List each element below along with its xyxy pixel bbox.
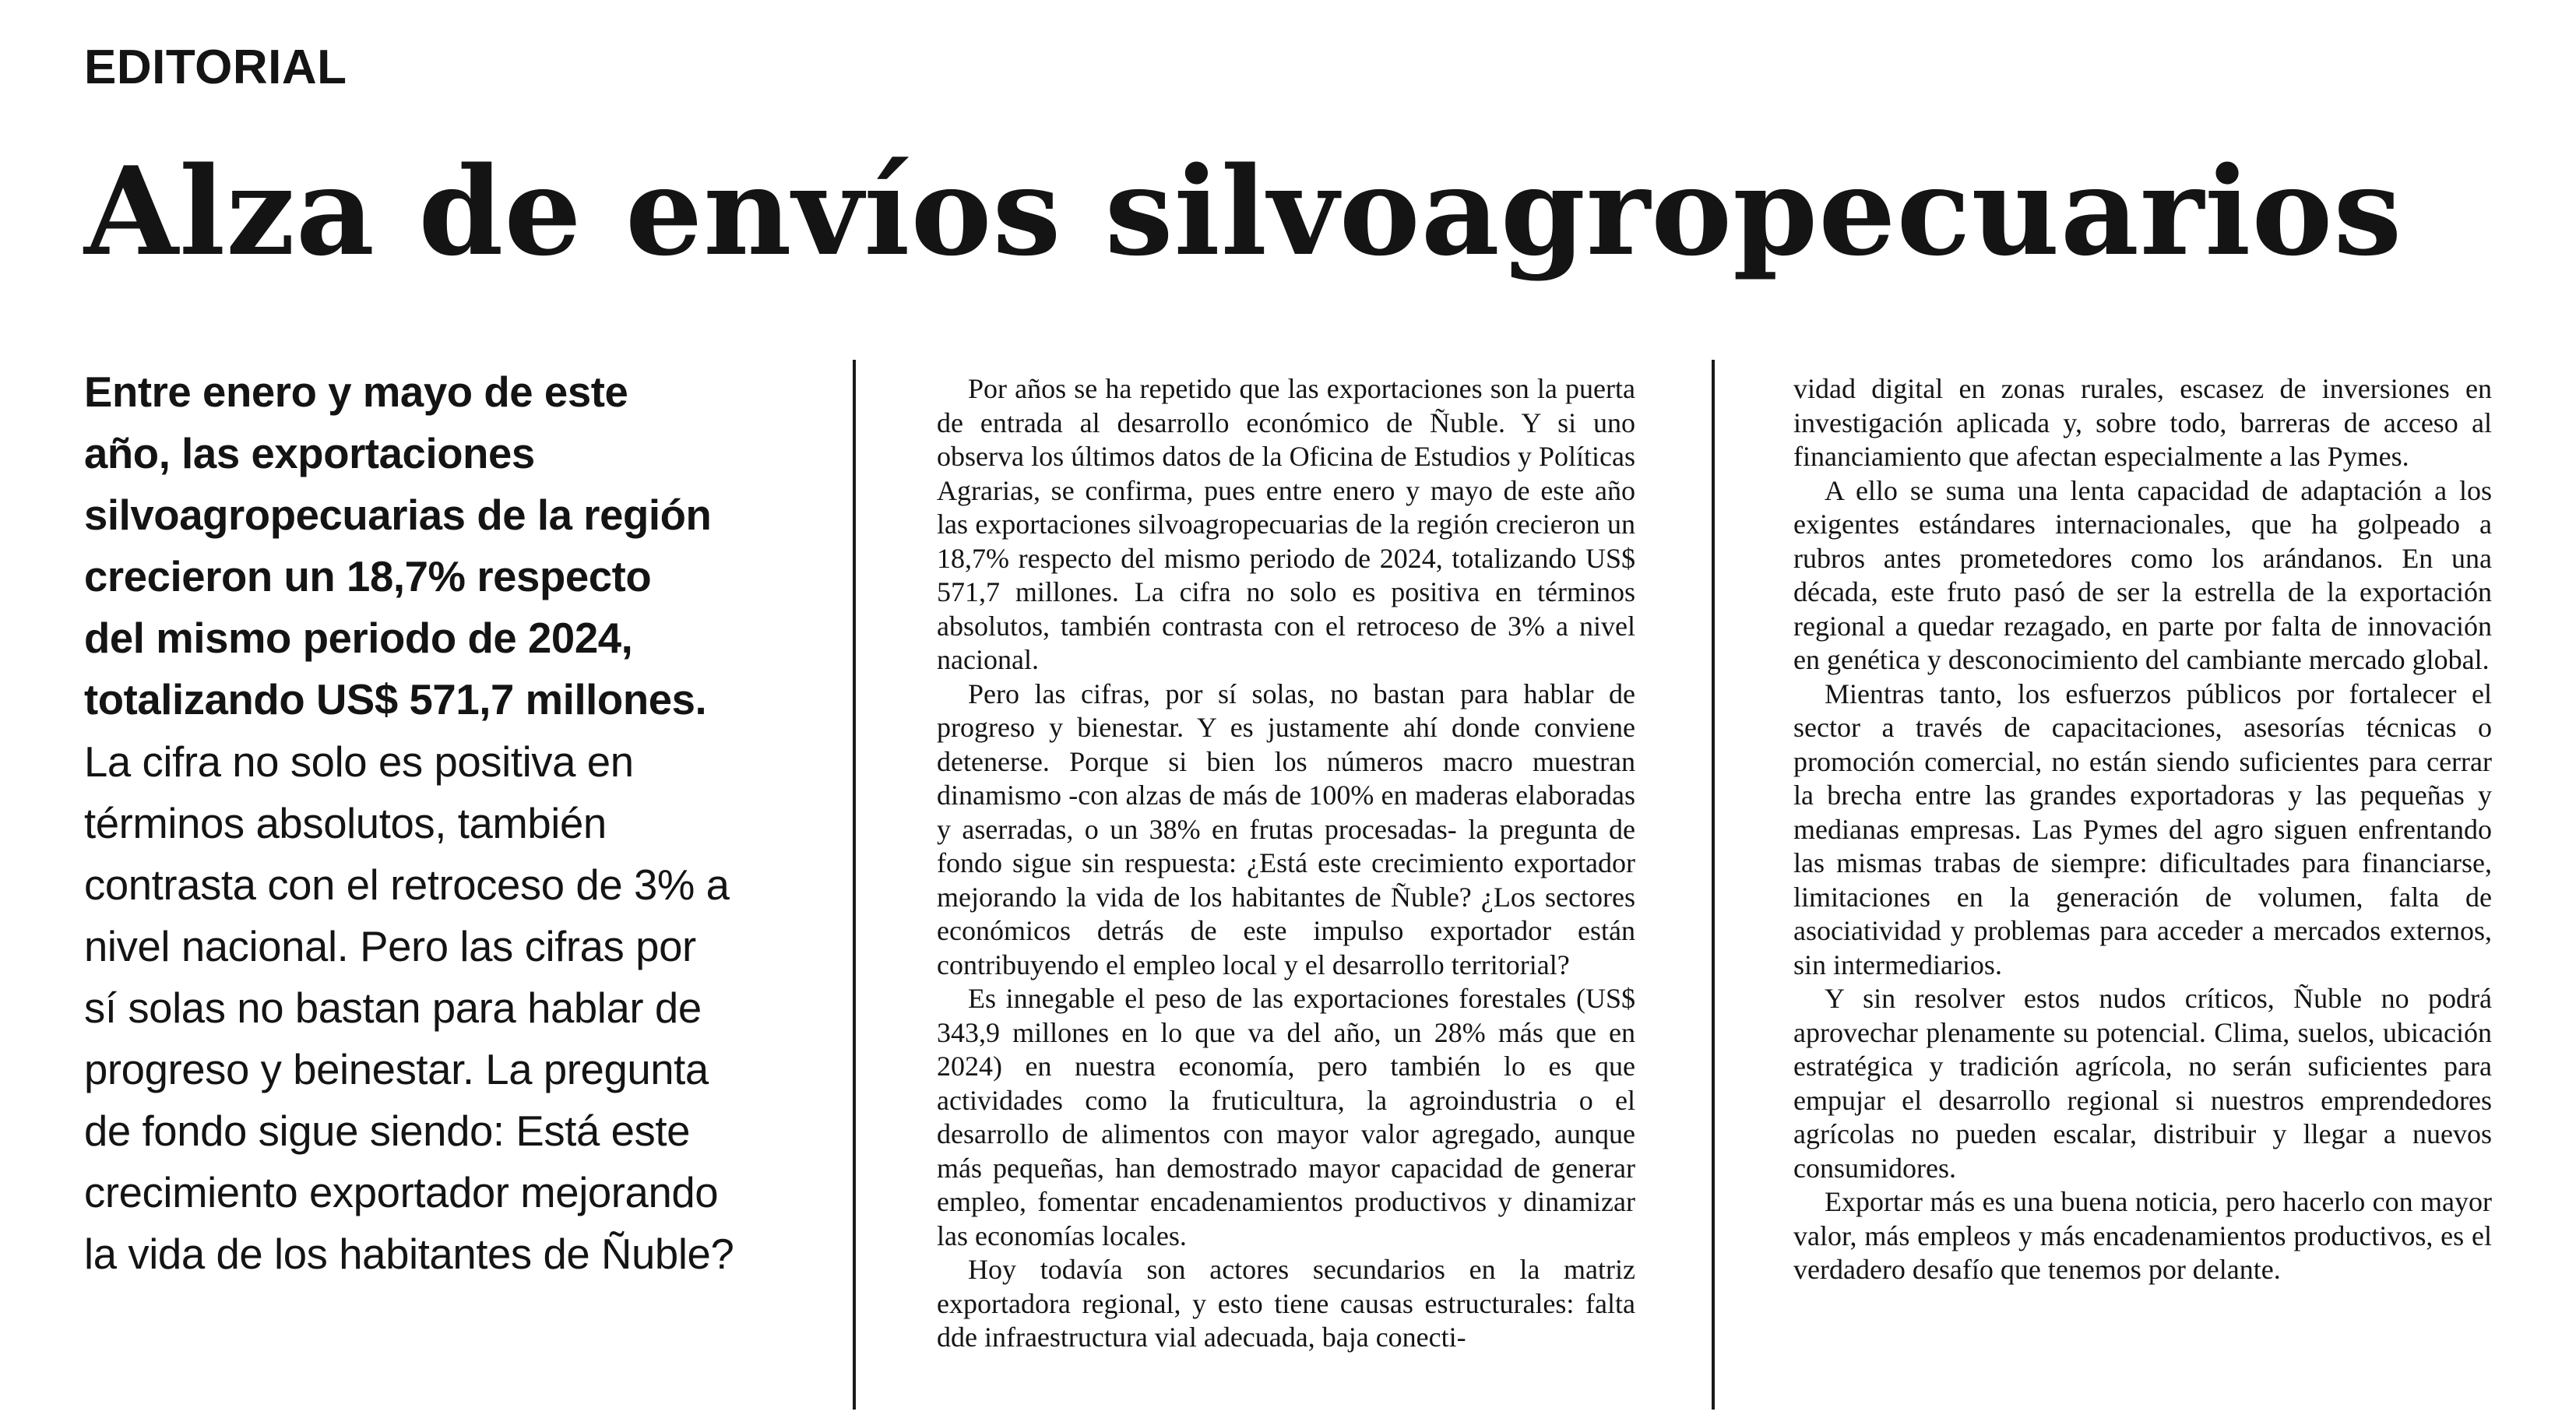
column-divider [1712, 360, 1715, 1410]
headline: Alza de envíos silvoagropecuarios [84, 140, 2403, 283]
lede-bold-line: silvoagropecuarias de la región [84, 491, 712, 540]
lede-line: progreso y beinestar. La pregunta [84, 1046, 709, 1094]
body-paragraph: vidad digital en zonas rurales, escasez de inversiones en investigación aplicada y, sobre todo, barreras de acceso al financiamiento que afectan especialmente a las Pymes. [1793, 373, 2492, 472]
lede-line: sí solas no bastan para hablar de [84, 984, 702, 1032]
body-paragraph: Y sin resolver estos nudos críticos, Ñuble no podrá aprovechar plenamente su potencial. Clima, suelos, ubicación estratégica y tradición agrícola, no serán suficientes para empujar el desarrollo regional si nuestros emprendedores agrícolas no pueden escalar, distribuir y llegar a nuevos consumidores. [1793, 983, 2492, 1184]
lede-line: la vida de los habitantes de Ñuble? [84, 1230, 734, 1279]
body-paragraph: Por años se ha repetido que las exportaciones son la puerta de entrada al desarrollo económico de Ñuble. Y si uno observa los últimos datos de la Oficina de Estudios y Políticas Agrarias, se confirma, pues entre enero y mayo de este año las exportaciones silvoagropecuarias de la región crecieron un 18,7% respecto del mismo periodo de 2024, totalizando US$ 571,7 millones. La cifra no solo es positiva en términos absolutos, también contrasta con el retroceso de 3% a nivel nacional. [937, 373, 1635, 675]
lede-line: La cifra no solo es positiva en [84, 737, 634, 786]
lede-line: de fondo sigue siendo: Está este [84, 1107, 691, 1156]
body-column-2 [937, 372, 1635, 1355]
body-paragraph: Hoy todavía son actores secundarios en la matriz exportadora regional, y esto tiene causas estructurales: falta dde infraestructura vial adecuada, baja conecti- [937, 1254, 1635, 1353]
lede-summary [84, 361, 785, 1285]
body-paragraph: Pero las cifras, por sí solas, no bastan para hablar de progreso y bienestar. Y es justamente ahí donde conviene detenerse. Porque si bien los números macro muestran dinamismo -con alzas de más de 100% en maderas elaboradas y aserradas, o un 38% en frutas procesadas- la pregunta de fondo sigue sin respuesta: ¿Está este crecimiento exportador mejorando la vida de los habitantes de Ñuble? ¿Los sectores económicos detrás de este impulso exportador están contribuyendo el empleo local y el desarrollo territorial? [937, 678, 1635, 980]
lede-bold-line: crecieron un 18,7% respecto [84, 553, 652, 601]
body-paragraph: Mientras tanto, los esfuerzos públicos por fortalecer el sector a través de capacitaciones, asesorías técnicas o promoción comercial, no están siendo suficientes para cerrar la brecha entre las grandes exportadoras y las pequeñas y medianas empresas. Las Pymes del agro siguen enfrentando las mismas trabas de siempre: dificultades para financiarse, limitaciones en la generación de volumen, falta de asociatividad y problemas para acceder a mercados externos, sin intermediarios. [1793, 678, 2492, 980]
lede-bold-line: año, las exportaciones [84, 430, 535, 478]
lede-line: términos absolutos, también [84, 799, 607, 847]
body-paragraph: Exportar más es una buena noticia, pero hacerlo con mayor valor, más empleos y más encadenamientos productivos, es el verdadero desafío que tenemos por delante. [1793, 1186, 2492, 1285]
column-divider [853, 360, 856, 1410]
lede-line: contrasta con el retroceso de 3% a [84, 861, 730, 909]
lede-bold-line: Entre enero y mayo de este [84, 368, 628, 416]
body-paragraph: A ello se suma una lenta capacidad de adaptación a los exigentes estándares internacionales, que ha golpeado a rubros antes prometedores como los arándanos. En una década, este fruto pasó de ser la estrella de la exportación regional a quedar rezagado, en parte por falta de innovación en genética y desconocimiento del cambiante mercado global. [1793, 474, 2492, 675]
lede-line: crecimiento exportador mejorando [84, 1169, 719, 1217]
lede-line: nivel nacional. Pero las cifras por [84, 922, 696, 970]
body-column-3 [1793, 372, 2492, 1287]
section-label: EDITORIAL [84, 40, 347, 94]
body-paragraph: Es innegable el peso de las exportaciones forestales (US$ 343,9 millones en lo que va del año, un 28% más que en 2024) en nuestra economía, pero también lo es que actividades como la fruticultura, la agroindustria o el desarrollo de alimentos con mayor valor agregado, aunque más pequeñas, han demostrado mayor capacidad de generar empleo, fomentar encadenamientos productivos y dinamizar las economías locales. [937, 983, 1635, 1251]
lede-bold-line: totalizando US$ 571,7 millones. [84, 676, 707, 724]
lede-bold-line: del mismo periodo de 2024, [84, 614, 633, 663]
